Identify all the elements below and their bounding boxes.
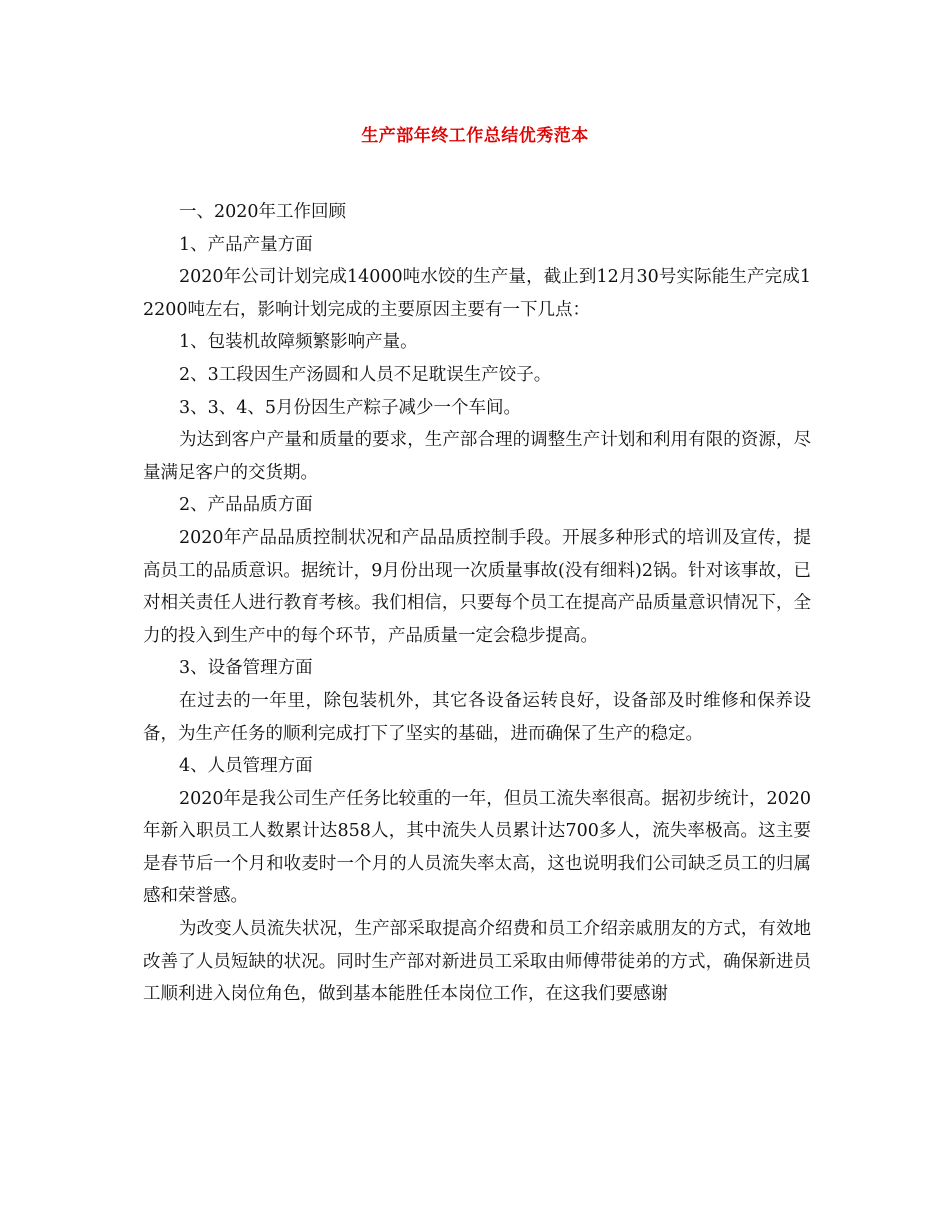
paragraph-output-measures: 为达到客户产量和质量的要求，生产部合理的调整生产计划和利用有限的资源，尽量满足客户的交货期。 — [143, 430, 811, 483]
section-heading-review: 一、2020年工作回顾 — [179, 202, 347, 222]
paragraph-personnel-turnover: 2020年是我公司生产任务比较重的一年，但员工流失率很高。据初步统计，2020年新入职员工人数累计达858人，其中流失人员累计达700多人，流失率极高。这主要是春节后一个月和收麦时一个月的人员流失率太高，这也说明我们公司缺乏员工的归属感和荣誉感。 — [143, 788, 811, 907]
document-title: 生产部年终工作总结优秀范本 — [361, 126, 589, 146]
list-item-reason-2: 2、3工段因生产汤圆和人员不足耽误生产饺子。 — [179, 364, 552, 385]
subsection-heading-equipment: 3、设备管理方面 — [179, 658, 313, 679]
subsection-heading-personnel: 4、人员管理方面 — [179, 756, 313, 777]
paragraph-equipment: 在过去的一年里，除包装机外，其它各设备运转良好，设备部及时维修和保养设备，为生产任务的顺利完成打下了坚实的基础，进而确保了生产的稳定。 — [143, 690, 811, 744]
paragraph-personnel-measures: 为改变人员流失状况，生产部采取提高介绍费和员工介绍亲戚朋友的方式，有效地改善了人员短缺的状况。同时生产部对新进员工采取由师傅带徒弟的方式，确保新进员工顺利进入岗位角色，做到基本能胜任本岗位工作，在这我们要感谢 — [143, 919, 811, 1005]
list-item-reason-3: 3、3、4、5月份因生产粽子减少一个车间。 — [179, 397, 522, 418]
paragraph-output-plan: 2020年公司计划完成14000吨水饺的生产量，截止到12月30号实际能生产完成12200吨左右，影响计划完成的主要原因主要有一下几点： — [143, 267, 811, 320]
paragraph-quality: 2020年产品品质控制状况和产品品质控制手段。开展多种形式的培训及宣传，提高员工的品质意识。据统计，9月份出现一次质量事故(没有细料)2锅。针对该事故，已对相关责任人进行教育考核。我们相信，只要每个员工在提高产品质量意识情况下，全力的投入到生产中的每个环节，产品质量一定会稳步提高。 — [143, 527, 811, 646]
subsection-heading-output: 1、产品产量方面 — [179, 234, 313, 255]
document-body — [143, 196, 811, 1011]
subsection-heading-quality: 2、产品品质方面 — [179, 495, 313, 516]
list-item-reason-1: 1、包装机故障频繁影响产量。 — [179, 332, 418, 353]
